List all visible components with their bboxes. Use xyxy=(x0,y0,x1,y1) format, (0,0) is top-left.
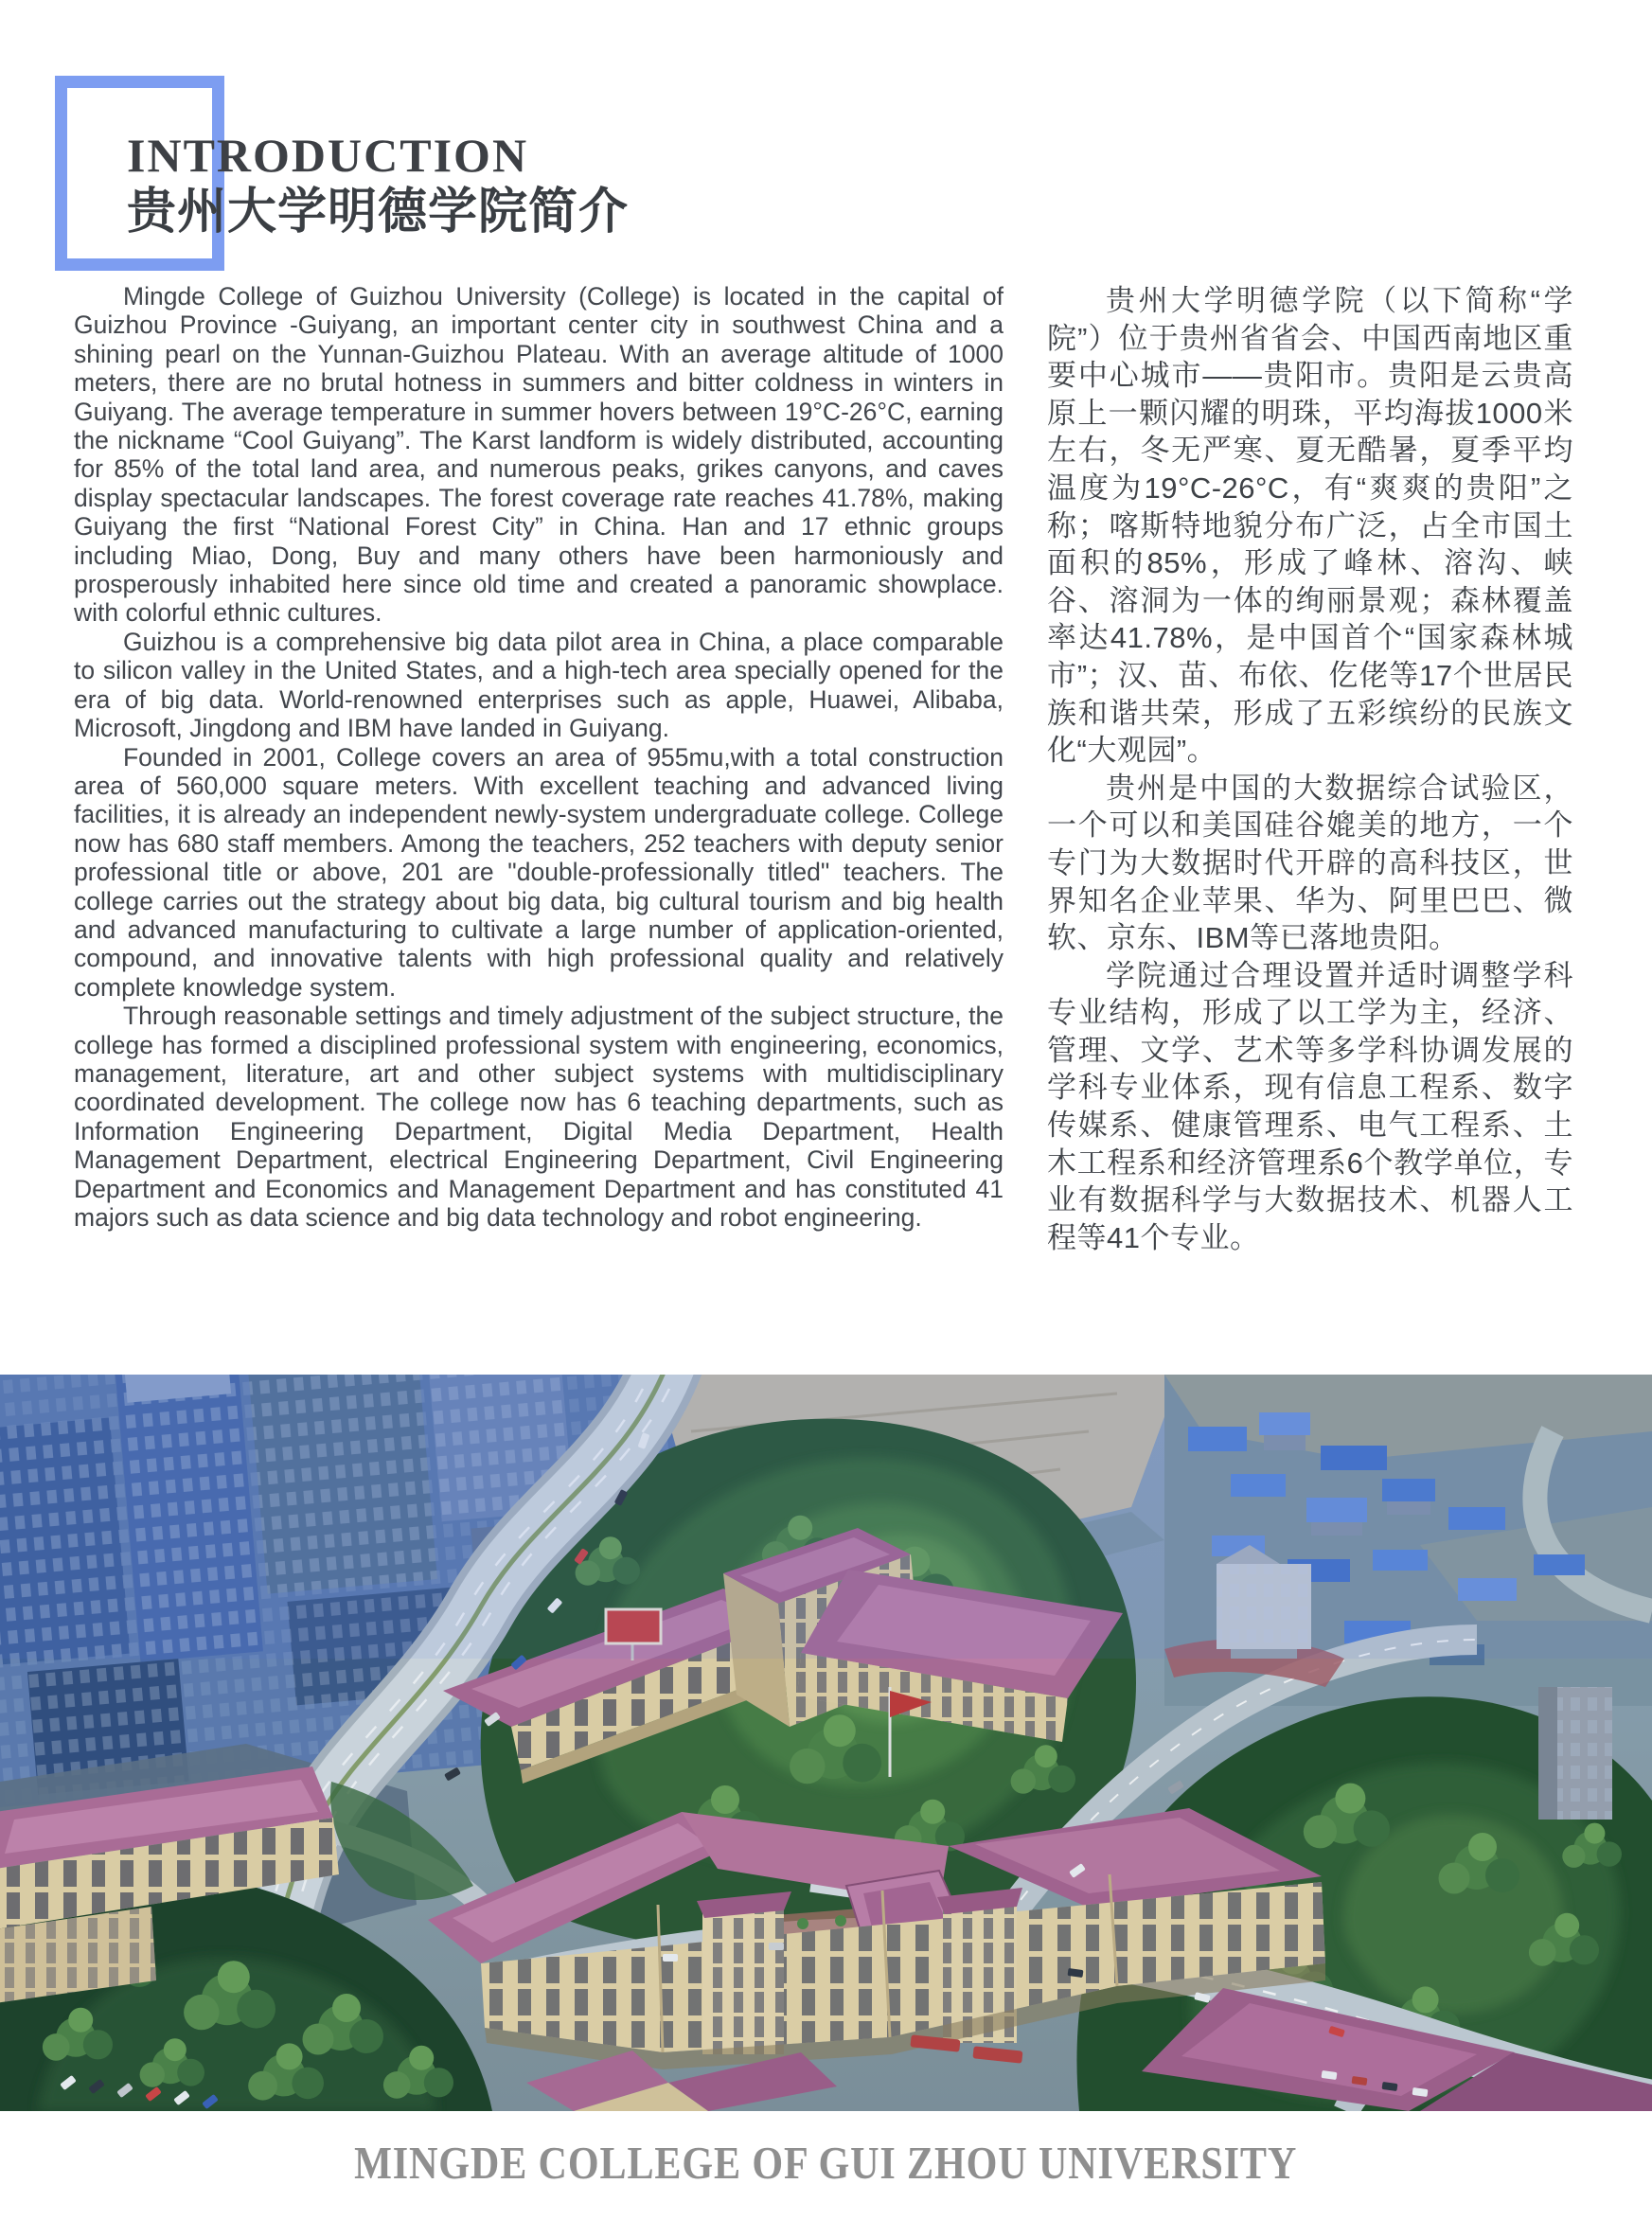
blue-cast-overlay xyxy=(0,1375,1652,1659)
page-footer xyxy=(0,2136,1652,2190)
campus-aerial-photo xyxy=(0,1375,1652,2111)
chinese-paragraph-1: 贵州大学明德学院（以下简称“学院”）位于贵州省省会、中国西南地区重要中心城市——贵阳市。贵阳是云贵高原上一颗闪耀的明珠，平均海拔1000米左右，冬无严寒、夏无酷暑，夏季平均温度为19°C-26°C，有“爽爽的贵阳”之称；喀斯特地貌分布广泛，占全市国土面积的85%，形成了峰林、溶沟、峡谷、溶洞为一体的绚丽景观；森林覆盖率达41.78%，是中国首个“国家森林城市”；汉、苗、布依、仡佬等17个世居民族和谐共荣，形成了五彩缤纷的民族文化“大观园”。 xyxy=(1047,284,1573,768)
chinese-column xyxy=(1047,282,1573,1256)
english-column xyxy=(74,282,1004,1256)
english-paragraph-1: Mingde College of Guizhou University (College) is located in the capital of Guizhou Province -Guiyang, an important center city in southwest China and a shining pearl on the Yunnan-Guizhou Plateau. With an average altitude of 1000 meters, there are no brutal hotness in summers and bitter coldness in winters in Guiyang. The average temperature in summer hovers between 19°C-26°C, earning the nickname “Cool Guiyang”. The Karst landform is widely distributed, accounting for 85% of the total land area, and numerous peaks, grikes canyons, and caves display spectacular landscapes. The forest coverage rate reaches 41.78%, making Guiyang the first “National Forest City” in China. Han and 17 ethnic groups including Miao, Dong, Buy and many others have been harmoniously and prosperously inhabited here since old time and created a panoramic showplace. with colorful ethnic cultures. xyxy=(74,282,1004,628)
footer-text: MINGDE COLLEGE OF GUI ZHOU UNIVERSITY xyxy=(354,2137,1298,2189)
chinese-paragraph-2: 贵州是中国的大数据综合试验区，一个可以和美国硅谷媲美的地方，一个专门为大数据时代开辟的高科技区，世界知名企业苹果、华为、阿里巴巴、微软、京东、IBM等已落地贵阳。 xyxy=(1047,771,1573,955)
content-columns xyxy=(74,282,1573,1256)
english-paragraph-4: Through reasonable settings and timely adjustment of the subject structure, the college has formed a disciplined professional system with engineering, economics, management, literature, art and other subject systems with multidisciplinary coordinated development. The college now has 6 teaching departments, such as Information Engineering Department, Digital Media Department, Health Management Department, electrical Engineering Department, Civil Engineering Department and Economics and Management Department and has constituted 41 majors such as data science and big data technology and robot engineering. xyxy=(74,1002,1004,1232)
page-subtitle: 贵州大学明德学院简介 xyxy=(127,185,630,240)
chinese-paragraph-3: 学院通过合理设置并适时调整学科专业结构，形成了以工学为主，经济、管理、文学、艺术等多学科协调发展的学科专业体系，现有信息工程系、数字传媒系、健康管理系、电气工程系、土木工程系和经济管理系6个教学单位，专业有数据科学与大数据技术、机器人工程等41个专业。 xyxy=(1047,958,1573,1254)
english-paragraph-3: Founded in 2001, College covers an area of 955mu,with a total construction area of 560,000 square meters. With excellent teaching and advanced living facilities, it is already an independent newly-system undergraduate college. College now has 680 staff members. Among the teachers, 252 teachers with deputy senior professional title or above, 201 are "double-professionally titled" teachers. The college carries out the strategy about big data, big cultural tourism and big health and advanced manufacturing to cultivate a large number of application-oriented, compound, and innovative talents with high professional quality and relatively complete knowledge system. xyxy=(74,742,1004,1002)
page-title: INTRODUCTION xyxy=(127,129,529,182)
english-paragraph-2: Guizhou is a comprehensive big data pilot area in China, a place comparable to silicon valley in the United States, and a high-tech area specially opened for the era of big data. World-renowned enterprises such as apple, Huawei, Alibaba, Microsoft, Jingdong and IBM have landed in Guiyang. xyxy=(74,627,1004,743)
shade-overlay xyxy=(0,1659,1652,2111)
page-header xyxy=(127,131,629,239)
